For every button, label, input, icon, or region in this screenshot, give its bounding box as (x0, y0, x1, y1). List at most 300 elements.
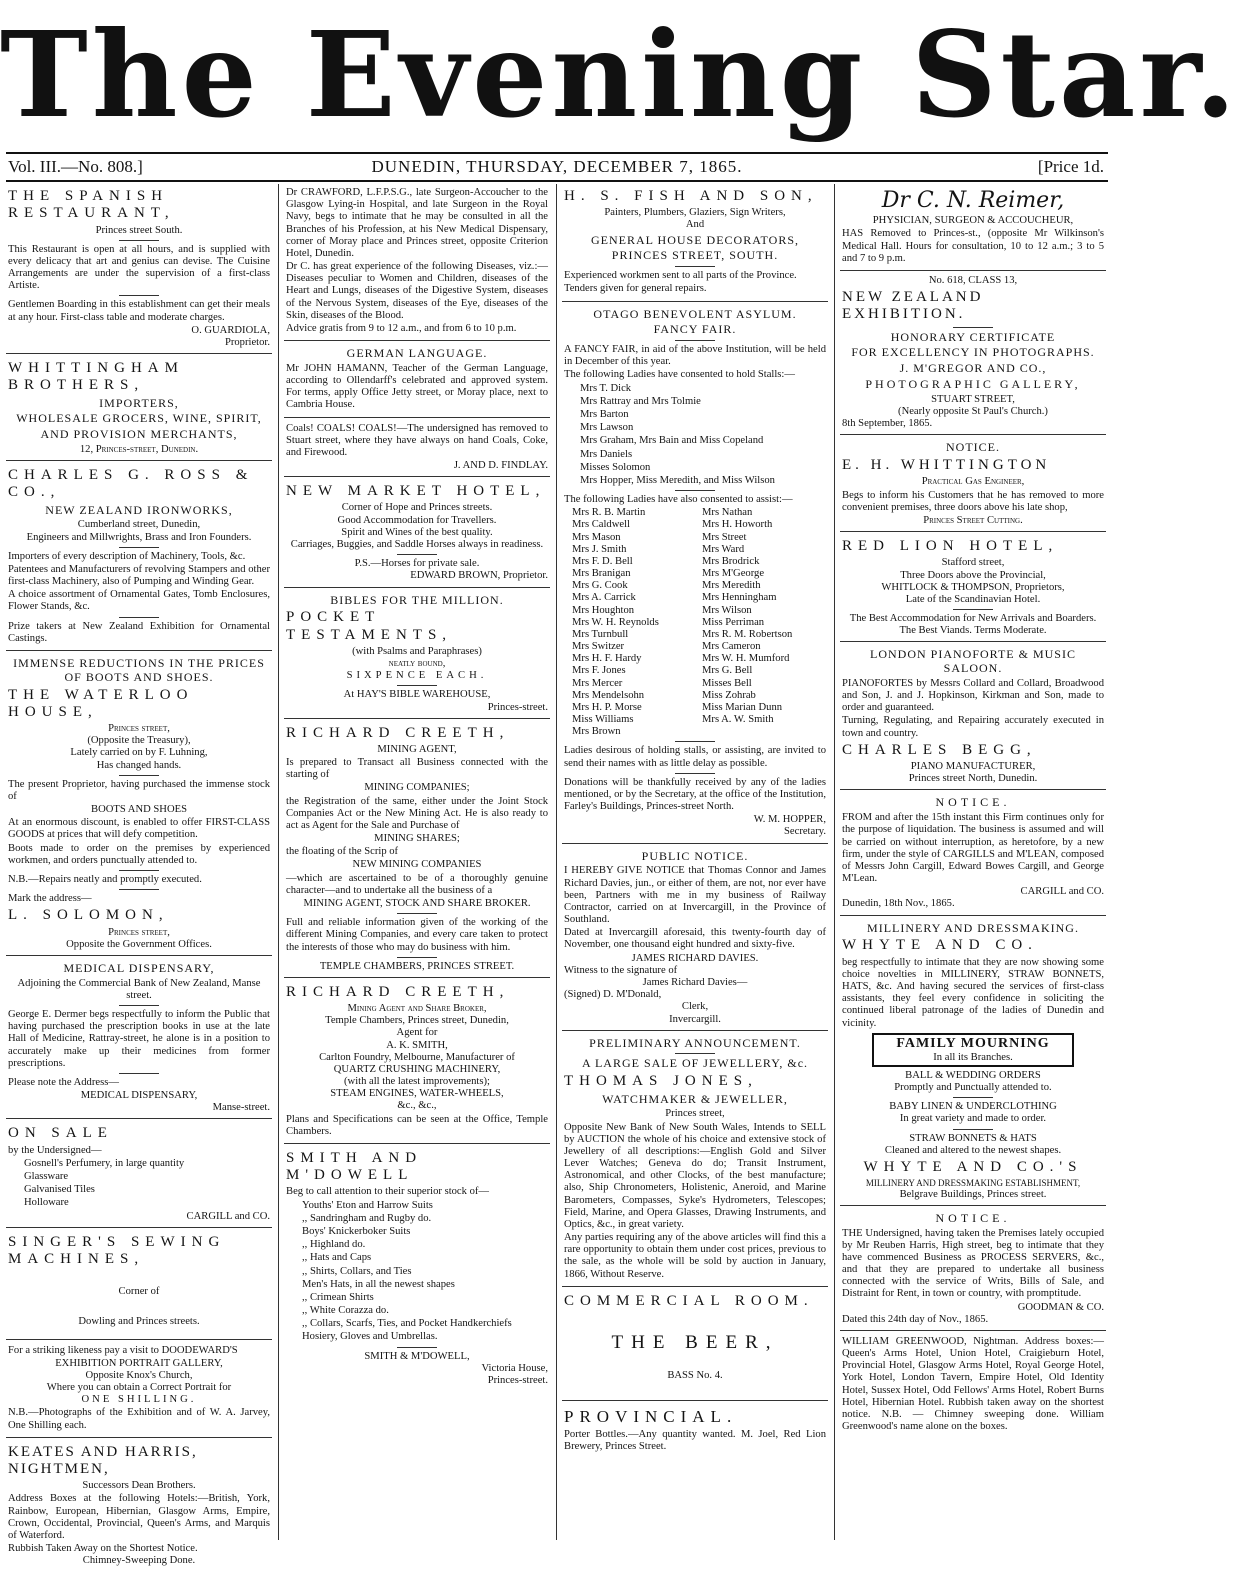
ad-line: Cleaned and altered to the newest shapes. (884, 1144, 1062, 1156)
ad-line: J. M'GREGOR AND CO., (899, 361, 1047, 376)
ad-line: At HAY'S BIBLE WAREHOUSE, (343, 689, 491, 701)
separator (397, 957, 437, 958)
ad-text: Importers of every description of Machinery, Tools, &c. (8, 550, 246, 562)
ad-signature: O. GUARDIOLA, (191, 324, 270, 336)
ad-millinery (840, 918, 1106, 1206)
ad-signature: CARGILL and CO. (186, 1210, 270, 1222)
list-item: Mrs Daniels (580, 448, 633, 460)
list-item: Boys' Knickerboker Suits (302, 1226, 411, 1237)
ad-pianoforte (840, 644, 1106, 790)
ad-greenwood (840, 1333, 1106, 1438)
ad-line: Princes-street. (487, 701, 548, 713)
ad-heading: MILLINERY AND DRESSMAKING. (867, 920, 1079, 935)
ad-text: Opposite New Bank of New South Wales, Intends to SELL by AUCTION the whole of his choice and extensive stock of Jewellery of all descriptions:—English Gold and Silver Lever Watches; Geneva do do; Transit Instrument, Astronomical, and other Clocks, of the best manufacture; also, Ship Chronometers, Holistenic, Aneroid, and Marine Barometers, Compasses, Syke's Hydrometers, Telescopes; Field, Marine, and Opera Glasses, Drawing Instruments, and Optics, &c., in great variety. (564, 1121, 826, 1230)
ad-line: EXHIBITION PORTRAIT GALLERY, (55, 1357, 223, 1369)
list-item: Mrs H. Howorth (702, 519, 773, 531)
list-item: Mrs Henningham (702, 592, 777, 604)
separator (119, 889, 159, 890)
column-rule (834, 184, 835, 1540)
list-item: ,, Sandringham and Rugby do. (302, 1212, 432, 1224)
ad-text: Plans and Specifications can be seen at the Office, Temple Chambers. (286, 1113, 548, 1137)
ad-text: Patentees and Manufacturers of revolving Stampers and other first-class Machinery, also of Pumping and Winding Gear. (8, 563, 270, 588)
ad-line: Adjoining the Commercial Bank of New Zealand, Manse street. (17, 977, 261, 1001)
ad-nz-exhibition (840, 273, 1106, 435)
ad-line: Stafford street, (941, 557, 1005, 569)
ad-heading: CHARLES G. ROSS & CO., (8, 467, 254, 501)
ad-text: Please note the Address— (8, 1076, 119, 1088)
ad-heading: COMMERCIAL ROOM. (564, 1292, 814, 1309)
column-rule (278, 184, 279, 1540)
ad-line: SIXPENCE EACH. (346, 670, 488, 682)
separator (397, 1347, 437, 1348)
separator (675, 741, 715, 742)
ad-text: THE Undersigned, having taken the Premises lately occupied by Mr Reuben Harris, High street, beg to intimate that they have commenced Business as PROCESS SERVERS, &c., and that they are prepared to undertake all business connected with the service of Writs, Bills of Sale, and Distraint for Rent, in town or country, with promptitude. (842, 1227, 1104, 1300)
ad-medical-dispensary (6, 958, 272, 1120)
ad-line: BASS No. 4. (667, 1369, 723, 1381)
list-item: Miss Marian Dunn (702, 701, 783, 713)
ad-text: beg respectfully to intimate that they are now showing some choice novelties in MILLINERY, STRAW BONNETS, HATS, &c. And having secured the services of first-class assistants, they feel every confidence in soliciting the continued liberal patronage of the ladies of Dunedin and vicinity. (842, 956, 1104, 1029)
ad-heading: PROVINCIAL. (564, 1407, 738, 1426)
ad-line: STRAW BONNETS & HATS (909, 1132, 1037, 1144)
ladies-list-right (702, 507, 826, 738)
ad-line: BOOTS AND SHOES (91, 804, 187, 816)
ad-cargill-notice (840, 792, 1106, 915)
ad-text: N.B.—Photographs of the Exhibition and of W. A. Jarvey, One Shilling each. (8, 1407, 270, 1431)
ad-line: Lately carried on by F. Luhning, (70, 747, 208, 759)
ad-line: WATCHMAKER & JEWELLER, (602, 1091, 788, 1106)
ad-line: Opposite Knox's Church, (85, 1369, 193, 1381)
ad-signature: Princes-street. (487, 1374, 548, 1386)
ad-line: Cumberland street, Dunedin, (77, 519, 201, 531)
ad-line: HONORARY CERTIFICATE (890, 329, 1056, 344)
ad-line: In all its Branches. (933, 1051, 1013, 1063)
ad-line: QUARTZ CRUSHING MACHINERY, (333, 1063, 501, 1075)
ad-text: —which are ascertained to be of a thoroughly genuine character—and to undertake all the business of a (286, 872, 548, 896)
ad-line: No. 618, CLASS 13, (928, 274, 1018, 286)
ad-heading: OTAGO BENEVOLENT ASYLUM. (593, 306, 797, 321)
ad-heading: FANCY FAIR. (653, 322, 737, 337)
ad-line: Princes street, (108, 723, 170, 735)
ad-line: IMPORTERS, (99, 395, 179, 410)
separator (675, 1053, 715, 1054)
ad-text: The following Ladies have also consented to assist:— (564, 494, 793, 506)
list-item: Mrs G. Cook (572, 580, 628, 592)
ad-keates-harris (6, 1440, 272, 1571)
list-item: Holloware (24, 1197, 69, 1209)
ad-singer (6, 1230, 272, 1340)
list-item: Mrs Meredith (702, 580, 761, 592)
ad-line: PHYSICIAN, SURGEON & ACCOUCHEUR, (872, 215, 1074, 227)
ad-line: In great variety and made to order. (899, 1113, 1047, 1125)
ad-dr-crawford (284, 184, 550, 341)
list-item: Glassware (24, 1170, 69, 1182)
list-item: Mrs H. F. Hardy (572, 653, 642, 665)
list-item: Mrs Hopper, Miss Meredith, and Miss Wilson (580, 474, 775, 486)
ad-text: Begs to inform his Customers that he has removed to more convenient premises, three doors above his late shop, (842, 489, 1104, 513)
ad-line: Promptly and Punctually attended to. (894, 1082, 1052, 1094)
ad-line: Corner of Hope and Princes streets. (341, 502, 493, 514)
ad-line: Dowling and Princes streets. (78, 1316, 200, 1328)
list-item: Mrs T. Dick (580, 382, 632, 394)
separator (119, 617, 159, 618)
ad-line: Successors Dean Brothers. (82, 1480, 196, 1492)
ad-signature: Secretary. (784, 826, 826, 838)
separator (119, 547, 159, 548)
list-item: Hosiery, Gloves and Umbrellas. (302, 1331, 438, 1343)
ad-text: the Registration of the same, either under the Joint Stock Companies Act or the New Mining Act. He is also ready to act as Agent for the Sale and Purchase of (286, 795, 548, 831)
ad-text: the floating of the Scrip of (286, 846, 399, 858)
list-item: Mrs Mendelsohn (572, 689, 645, 701)
ad-signature: JAMES RICHARD DAVIES. (631, 952, 759, 964)
ad-line: Carlton Foundry, Melbourne, Manufacturer of (319, 1051, 515, 1063)
ad-text: Dr C. has great experience of the following Diseases, viz.:—Diseases peculiar to Women and Children, diseases of the Heart and Lungs, diseases of the Digestive System, diseases of the Nervous System, diseases of the Eye, diseases of the Skin, diseases of the Blood. (286, 261, 548, 321)
ad-line: Painters, Plumbers, Glaziers, Sign Writers, (604, 207, 786, 219)
ad-line: WHITLOCK & THOMPSON, Proprietors, (881, 581, 1065, 593)
ad-text: Dr CRAWFORD, L.F.P.S.G., late Surgeon-Accoucher to the Glasgow Lying-in Hospital, and late Surgeon in the Royal Navy, begs to intimate that he may be consulted in all the Branches of his Profession, at his New Medical Dispensary, corner of Moray place and Princes street, opposite Criterion Hotel, Dunedin. (286, 187, 548, 259)
ad-text: PIANOFORTES by Messrs Collard and Collard, Broadwood and Son, J. and J. Hopkinson, Kirkman and Son, made to order and guaranteed. (842, 677, 1104, 714)
list-item: Mrs Street (702, 531, 747, 543)
ad-provincial (562, 1403, 828, 1458)
ad-line: The Best Accommodation for New Arrivals and Boarders. (849, 613, 1097, 625)
separator (119, 870, 159, 871)
ad-line: Good Accommodation for Travellers. (337, 514, 497, 526)
ad-doodeward (6, 1342, 272, 1438)
separator (119, 240, 159, 241)
ad-heading: WHITTINGHAM BROTHERS, (8, 360, 184, 394)
separator (675, 490, 715, 491)
ad-line: A. K. SMITH, (386, 1039, 448, 1051)
ad-banner: IMMENSE REDUCTIONS IN THE PRICES OF BOOTS AND SHOES. (13, 655, 265, 684)
ad-line: (with all the latest improvements); (344, 1076, 490, 1088)
ad-text: Advice gratis from 9 to 12 a.m., and from 6 to 10 p.m. (286, 322, 517, 334)
ad-heading: NOTICE. (935, 1210, 1011, 1225)
ad-line: &c., &c., (397, 1100, 437, 1112)
ad-richard-creeth (284, 721, 550, 978)
ad-text: Mr JOHN HAMANN, Teacher of the German Language, according to Ollendarff's celebrated and approved system. For terms, apply Office Jetty street, or Moray place, next to Cambria House. (286, 362, 548, 411)
ad-line: Princes street, (108, 926, 170, 938)
ad-heading: E. H. WHITTINGTON (842, 457, 1051, 474)
list-item: Mrs W. H. Mumford (702, 653, 790, 665)
ad-line: Temple Chambers, Princes street, Dunedin, (325, 1015, 509, 1027)
ad-line: BABY LINEN & UNDERCLOTHING (889, 1101, 1057, 1113)
ad-text: This Restaurant is open at all hours, and is supplied with every delicacy that art and genius can devise. The Cuisine Arrangements are under the supervision of a first-class Artiste. (8, 243, 270, 292)
ad-line: (with Psalms and Paraphrases) (352, 645, 482, 657)
ad-heading: GERMAN LANGUAGE. (346, 346, 488, 361)
list-item: ,, Highland do. (302, 1239, 366, 1251)
separator (675, 266, 715, 267)
separator (119, 775, 159, 776)
ad-text: Coals! COALS! COALS!—The undersigned has removed to Stuart street, where they have always on hand Coals, Coke, and Firewood. (286, 422, 548, 458)
list-item: Mrs Turnbull (572, 628, 629, 640)
column-2 (284, 184, 550, 1540)
ad-line: MINING SHARES; (374, 833, 460, 845)
ad-line: MINING COMPANIES; (364, 782, 470, 794)
ad-text: Address Boxes at the following Hotels:—British, York, Rainbow, European, Hibernian, Glasgow Arms, Empire, Crown, Occidental, Provincial, Queen's Arms, and Marquis of Waterford. (8, 1493, 270, 1541)
ad-line: Three Doors above the Provincial, (900, 569, 1046, 581)
ad-line: Agent for (396, 1027, 438, 1039)
ad-line: James Richard Davies— (642, 977, 748, 988)
ad-line: And (685, 219, 705, 231)
list-item: Mrs Lawson (580, 422, 634, 434)
ad-line: MINING AGENT, (377, 743, 457, 755)
ad-line: Chimney-Sweeping Done. (82, 1555, 196, 1567)
ad-coals (284, 420, 550, 478)
ad-text: Mark the address— (8, 893, 92, 905)
ad-line: Dated this 24th day of Nov., 1865. (842, 1313, 989, 1325)
ad-heading: POCKET TESTAMENTS, (286, 609, 453, 643)
list-item: Mrs A. W. Smith (702, 714, 774, 726)
separator (953, 327, 993, 328)
list-item: Mrs Mason (572, 531, 621, 543)
ad-heading: SINGER'S SEWING MACHINES, (8, 1233, 226, 1267)
ad-line: Opposite the Government Offices. (66, 938, 212, 950)
list-item: ,, Collars, Scarfs, Ties, and Pocket Handkerchiefs (302, 1318, 512, 1330)
ad-text: HAS Removed to Princes-st., (opposite Mr Wilkinson's Medical Hall. Hours for consultation, 10 to 12 a.m.; 3 to 5 and 7 to 9 p.m. (842, 228, 1104, 264)
ad-text: The following Ladies have consented to hold Stalls:— (564, 369, 795, 381)
ladies-list (572, 507, 826, 738)
list-item: Mrs R. B. Martin (572, 507, 646, 519)
ad-text: Is prepared to Transact all Business connected with the starting of (286, 757, 548, 781)
column-3 (562, 184, 828, 1540)
ad-signature: W. M. HOPPER, (753, 814, 826, 826)
ad-signature: GOODMAN & CO. (1017, 1301, 1104, 1313)
ad-text: The present Proprietor, having purchased the immense stock of (8, 778, 270, 802)
list-item: Miss Perriman (702, 616, 765, 628)
ad-signature: SMITH & M'DOWELL, (364, 1350, 470, 1362)
ad-text: Porter Bottles.—Any quantity wanted. M. Joel, Red Lion Brewery, Princes Street. (564, 1428, 826, 1452)
list-item: Mrs Graham, Mrs Bain and Miss Copeland (580, 435, 764, 447)
ad-banner: PRELIMINARY ANNOUNCEMENT. (589, 1035, 801, 1050)
separator (675, 773, 715, 774)
list-item: Mrs J. Smith (572, 543, 627, 555)
column-1 (6, 184, 272, 1567)
ad-line: (Nearly opposite St Paul's Church.) (898, 406, 1048, 418)
ad-heading: PUBLIC NOTICE. (641, 848, 749, 863)
newspaper-title: The Evening Star. (0, 5, 1240, 144)
list-item: ,, White Corazza do. (302, 1305, 389, 1317)
ad-thomas-jones (562, 1033, 828, 1287)
ad-heading: LONDON PIANOFORTE & MUSIC SALOON. (870, 647, 1076, 676)
separator (397, 913, 437, 914)
ad-heading: ON SALE (8, 1125, 113, 1142)
ad-line: FAMILY MOURNING (896, 1035, 1050, 1051)
ad-heading: NOTICE. (946, 440, 1000, 455)
ad-line: Mining Agent and Share Broker, (347, 1003, 487, 1015)
list-item: Misses Bell (702, 677, 752, 689)
separator (119, 1005, 159, 1006)
ad-dr-reimer (840, 184, 1106, 271)
list-item: Mrs H. P. Morse (572, 701, 642, 713)
ad-signature: EDWARD BROWN, Proprietor. (410, 570, 548, 582)
ad-heading: RICHARD CREETH, (286, 983, 510, 1000)
ad-text: Boots made to order on the premises by experienced workmen, and orders punctually attended to. (8, 842, 270, 866)
ad-heading: KEATES AND HARRIS, NIGHTMEN, (8, 1443, 198, 1477)
list-item: Youths' Eton and Harrow Suits (302, 1199, 433, 1211)
list-item: Men's Hats, in all the newest shapes (302, 1278, 455, 1290)
list-item: Mrs Mercer (572, 677, 623, 689)
separator (397, 685, 437, 686)
ad-heading: RED LION HOTEL, (842, 538, 1059, 555)
ad-line: FOR EXCELLENCY IN PHOTOGRAPHS. (851, 345, 1095, 360)
ad-heading: CHARLES BEGG, (842, 741, 1037, 758)
ad-richard-creeth-agent (284, 980, 550, 1144)
ad-bibles (284, 590, 550, 719)
ad-signature: J. AND D. FINDLAY. (453, 460, 548, 472)
list-item: Mrs Brodrick (702, 555, 760, 567)
ad-commercial-room (562, 1289, 828, 1401)
ad-goodman-notice (840, 1208, 1106, 1331)
ad-line: Invercargill. (669, 1013, 721, 1025)
list-item: Mrs Wilson (702, 604, 752, 616)
ad-line: TEMPLE CHAMBERS, PRINCES STREET. (319, 960, 515, 972)
ad-line: Witness to the signature of (564, 964, 678, 976)
list-item: Mrs Caldwell (572, 519, 630, 531)
ad-line: Princes street North, Dunedin. (908, 773, 1038, 785)
ad-line: MEDICAL DISPENSARY, (80, 1090, 198, 1102)
ad-heading: Dr C. N. Reimer, (881, 188, 1065, 213)
ad-public-notice (562, 846, 828, 1031)
ad-text: I HEREBY GIVE NOTICE that Thomas Connor and James Richard Davies, jun., or either of them, are not, nor ever have been, Partners with me in my business of Railway Contractor, carried on at Invercargill, in the Province of Southland. (564, 865, 826, 926)
separator (397, 554, 437, 555)
ad-line: Manse-street. (212, 1102, 270, 1114)
ad-line: Princes street, (665, 1108, 725, 1120)
list-item: Mrs Barton (580, 408, 629, 420)
list-item: Mrs Cameron (702, 641, 761, 653)
ad-smith-mdowell (284, 1146, 550, 1391)
ad-line: Clerk, (681, 1001, 709, 1013)
ad-heading: NEW ZEALAND EXHIBITION. (842, 289, 984, 323)
ad-subheading: Princes street South. (95, 224, 183, 236)
ad-line: Late of the Scandinavian Hotel. (905, 593, 1041, 605)
ad-on-sale (6, 1121, 272, 1227)
ad-text: Experienced workmen sent to all parts of the Province. (564, 270, 797, 282)
ad-text: N.B.—Repairs neatly and promptly executed. (8, 873, 202, 885)
ad-line: Practical Gas Engineer, (921, 476, 1025, 488)
list-item: Mrs F. D. Bell (572, 555, 633, 567)
ad-line: STUART STREET, (931, 393, 1015, 405)
ad-banner: A LARGE SALE OF JEWELLERY, &c. (581, 1056, 809, 1071)
ad-heading: MEDICAL DISPENSARY, (63, 960, 215, 975)
ad-text: Donations will be thankfully received by any of the ladies mentioned, or by the Secretary, at the office of the Institution, Farley's Buildings, Princes-street North. (564, 776, 826, 813)
separator (675, 340, 715, 341)
ad-new-market-hotel (284, 479, 550, 587)
ad-text: Full and reliable information given of the working of the different Mining Companies, and every care taken to protect the interests of those who may do business with him. (286, 917, 548, 953)
ad-line: Where you can obtain a Correct Portrait for (46, 1382, 232, 1394)
ad-spanish-restaurant (6, 184, 272, 354)
dateline (6, 152, 1108, 182)
ladies-list-left (572, 507, 696, 738)
masthead (0, 0, 1240, 150)
ad-heading: NOTICE. (935, 795, 1011, 810)
ad-line: 8th September, 1865. (842, 418, 933, 430)
ad-text: Prize takers at New Zealand Exhibition for Ornamental Castings. (8, 620, 270, 644)
list-item: Mrs Houghton (572, 604, 635, 616)
ad-heading: RICHARD CREETH, (286, 724, 510, 741)
separator (953, 609, 993, 610)
list-item: Mrs R. M. Robertson (702, 628, 793, 640)
list-item: Mrs W. H. Reynolds (572, 616, 659, 628)
list-item: Mrs G. Bell (702, 665, 753, 677)
ad-line: GENERAL HOUSE DECORATORS, (590, 232, 799, 247)
list-item: Mrs Ward (702, 543, 745, 555)
ad-line: Has changed hands. (96, 759, 182, 771)
ad-line: PIANO MANUFACTURER, (910, 761, 1036, 773)
ad-text: For a striking likeness pay a visit to DOODEWARD'S (8, 1344, 238, 1356)
list-item: Mrs F. Jones (572, 665, 626, 677)
issue-date: DUNEDIN, THURSDAY, DECEMBER 7, 1865. (371, 157, 743, 176)
separator (119, 295, 159, 296)
ad-line: The Best Viands. Terms Moderate. (899, 625, 1047, 637)
price: [Price 1d. (1037, 157, 1104, 176)
ad-line: MILLINERY AND DRESSMAKING ESTABLISHMENT, (865, 1178, 1081, 1189)
ad-signature: Victoria House, (481, 1362, 548, 1374)
list-item: Mrs Nathan (702, 507, 753, 519)
ad-whittington (840, 437, 1106, 532)
ad-line: THE BEER, (611, 1331, 779, 1353)
ad-line: 12, Princes-street, Dunedin. (79, 443, 199, 455)
ad-line: by the Undersigned— (8, 1144, 102, 1156)
ad-text: Dated at Invercargill aforesaid, this twenty-fourth day of November, one thousand eight hundred and sixty-five. (564, 927, 826, 951)
ad-text: WILLIAM GREENWOOD, Nightman. Address boxes:—Queen's Arms Hotel, Union Hotel, Craigieburn Hotel, Provincial Hotel, Glasgow Arms Hotel, Royal George Hotel, York Hotel, London Tavern, Empire Hotel, Old Identity Hotel, Sussex Hotel, Odd Fellows' Arms Hotel, Robert Burns Hotel, Hibernian Hotel. Rubbish taken away on the shortest notice. N.B. — Chimney sweeping done. William Greenwood's name alone on the boxes. (842, 1335, 1104, 1433)
list-item: Gosnell's Perfumery, in large quantity (24, 1157, 185, 1169)
ad-whittingham (6, 356, 272, 461)
ad-text: Turning, Regulating, and Repairing accurately executed in town and country. (842, 715, 1104, 739)
list-item: Miss Zohrab (702, 689, 756, 701)
list-item: Mrs Rattray and Mrs Tolmie (580, 395, 701, 407)
list-item: ,, Crimean Shirts (302, 1291, 374, 1303)
ad-ross-ironworks (6, 463, 272, 651)
ad-line: ONE SHILLING. (81, 1394, 197, 1406)
ad-text: A FANCY FAIR, in aid of the above Institution, will be held in December of this year. (564, 344, 826, 368)
list-item: Mrs Switzer (572, 641, 625, 653)
ad-line: Dunedin, 18th Nov., 1865. (842, 898, 955, 910)
ad-text: Ladies desirous of holding stalls, or assisting, are invited to send their names with as little delay as possible. (564, 745, 826, 769)
list-item: Mrs Brown (572, 726, 621, 738)
ad-line: STEAM ENGINES, WATER-WHEELS, (330, 1088, 504, 1100)
ad-line: AND PROVISION MERCHANTS, (40, 427, 238, 442)
ad-heading: THOMAS JONES, (564, 1073, 758, 1090)
list-item: Miss Williams (572, 714, 634, 726)
ad-text: Beg to call attention to their superior stock of— (286, 1186, 489, 1198)
separator (119, 1073, 159, 1074)
ad-heading: H. S. FISH AND SON, (564, 188, 818, 204)
list-item: ,, Hats and Caps (302, 1252, 372, 1264)
ad-signature: CARGILL and CO. (1020, 886, 1104, 898)
ad-heading: SMITH AND M'DOWELL (286, 1149, 423, 1184)
ad-line: Carriages, Buggies, and Saddle Horses always in readiness. (290, 539, 544, 550)
ad-line: MINING AGENT, STOCK AND SHARE BROKER. (303, 897, 531, 909)
ad-text: Tenders given for general repairs. (564, 283, 707, 295)
ad-heading: WHYTE AND CO. (842, 937, 1038, 954)
ad-line: NEW MINING COMPANIES (352, 859, 482, 871)
ad-heading: L. SOLOMON, (8, 907, 169, 924)
ad-line: Spirit and Wines of the best quality. (341, 526, 493, 538)
column-4 (840, 184, 1106, 1540)
ad-line: Princes Street Cutting. (923, 514, 1023, 526)
separator (953, 1097, 993, 1098)
ad-line: NEW ZEALAND IRONWORKS, (45, 502, 233, 517)
volume-number: Vol. III.—No. 808.] (8, 157, 143, 176)
list-item: ,, Shirts, Collars, and Ties (302, 1265, 412, 1277)
list-item: Mrs M'George (702, 568, 765, 580)
list-item: Galvanised Tiles (24, 1184, 95, 1196)
list-item: Mrs A. Carrick (572, 592, 636, 604)
family-mourning-box (872, 1033, 1074, 1067)
ad-heading: NEW MARKET HOTEL, (286, 483, 546, 500)
ad-text: Any parties requiring any of the above articles will find this a rare opportunity to obtain them under cost prices, previous to the sale, as the whole will be sold by auction in January, 1866, Without Reserve. (564, 1232, 826, 1280)
ad-signature: Proprietor. (224, 336, 270, 348)
list-item: Mrs Branigan (572, 568, 631, 580)
